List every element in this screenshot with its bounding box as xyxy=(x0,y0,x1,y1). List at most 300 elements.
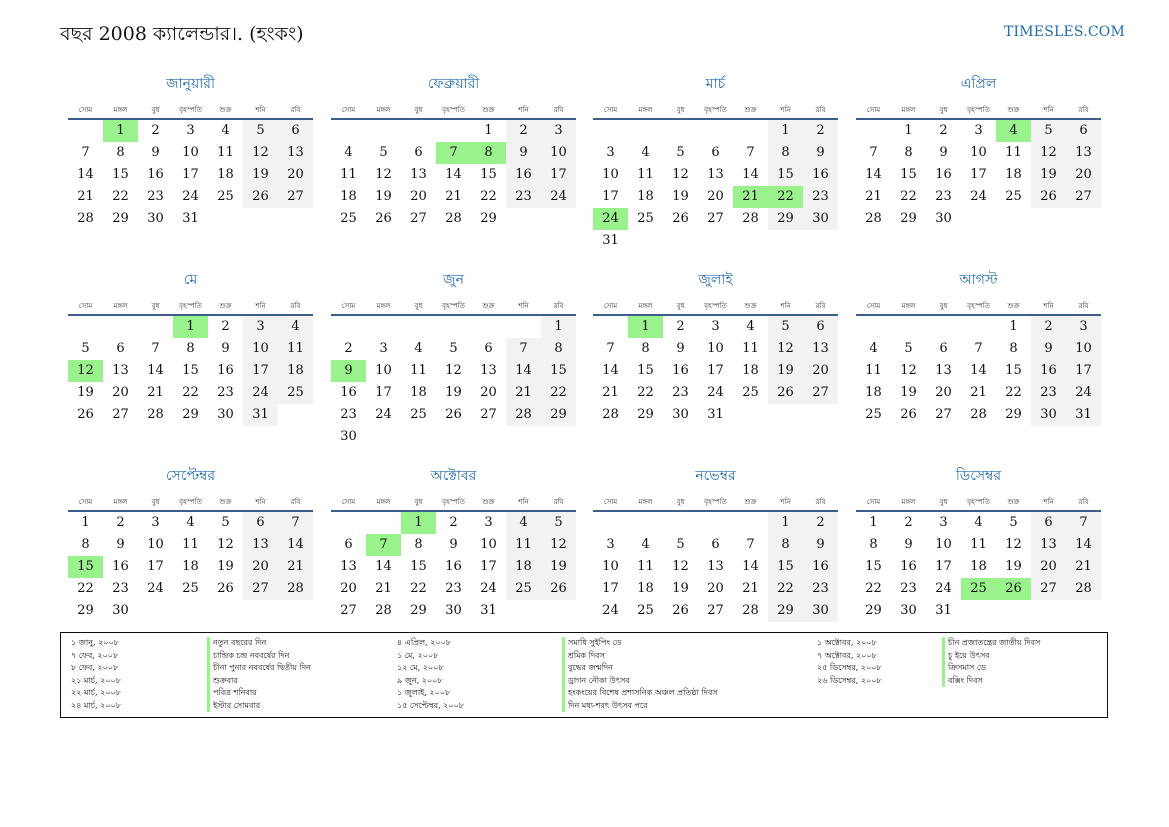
weekday-header: বুধ xyxy=(939,106,948,114)
weekday-header: রবি xyxy=(553,302,564,310)
day-cell: 2 xyxy=(116,515,125,530)
month-name: আগস্ট xyxy=(959,272,998,288)
weekday-header: সোম xyxy=(603,498,618,506)
day-cell: 5 xyxy=(221,515,230,530)
day-cell: 18 xyxy=(217,167,234,182)
legend-date: ১ জুলাই, ২০০৮ xyxy=(397,688,451,697)
day-cell: 14 xyxy=(1066,534,1101,556)
day-cell: 24 xyxy=(541,186,576,208)
weekday-header: বুধ xyxy=(939,498,948,506)
legend-holiday-name: শুক্রবার xyxy=(207,675,238,688)
day-cell: 6 xyxy=(278,120,313,142)
day-cell: 25 xyxy=(506,578,541,600)
day-cell: 21 xyxy=(602,385,619,400)
day-cell: 31 xyxy=(243,404,278,426)
day-cell: 20 xyxy=(340,581,357,596)
month-name: নভেম্বর xyxy=(695,468,736,484)
day-cell: 9 xyxy=(803,534,838,556)
weekday-header: সোম xyxy=(603,106,618,114)
weekday-header: মঙ্গল xyxy=(113,106,128,114)
day-cell: 18 xyxy=(970,559,987,574)
day-cell: 23 xyxy=(803,578,838,600)
day-cell: 16 xyxy=(445,559,462,574)
day-cell: 16 xyxy=(340,385,357,400)
day-cell: 29 xyxy=(541,404,576,426)
day-cell: 19 xyxy=(672,581,689,596)
weekday-header: বৃহস্পতি xyxy=(179,106,202,114)
weekday-header: শুক্র xyxy=(1007,302,1020,310)
weekday-header: শুক্র xyxy=(744,498,757,506)
day-cell: 24 xyxy=(243,382,278,404)
day-cell: 27 xyxy=(340,603,357,618)
day-cell: 4 xyxy=(278,316,313,338)
day-cell: 14 xyxy=(445,167,462,182)
day-cell: 23 xyxy=(506,186,541,208)
day-cell: 16 xyxy=(672,363,689,378)
day-cell: 6 xyxy=(344,537,353,552)
site-link[interactable]: TIMESLES.COM xyxy=(1004,24,1125,40)
day-cell: 27 xyxy=(803,382,838,404)
day-cell: 27 xyxy=(935,407,952,422)
day-cell: 2 xyxy=(151,123,160,138)
day-cell: 14 xyxy=(77,167,94,182)
weekday-header: বৃহস্পতি xyxy=(704,106,727,114)
day-cell: 12 xyxy=(217,537,234,552)
day-cell: 17 xyxy=(147,559,164,574)
day-cell: 9 xyxy=(939,145,948,160)
day-cell: 28 xyxy=(506,404,541,426)
day-cell: 9 xyxy=(221,341,230,356)
month-name: জুন xyxy=(443,272,464,288)
weekday-header: রবি xyxy=(815,498,826,506)
day-cell: 4 xyxy=(186,515,195,530)
day-cell: 21 xyxy=(1066,556,1101,578)
day-cell: 3 xyxy=(541,120,576,142)
day-cell: 6 xyxy=(711,145,720,160)
day-cell: 28 xyxy=(865,211,882,226)
weekday-header: শুক্র xyxy=(744,106,757,114)
day-cell: 15 xyxy=(541,360,576,382)
day-cell: 11 xyxy=(182,537,199,552)
day-cell: 29 xyxy=(1005,407,1022,422)
day-cell: 30 xyxy=(112,603,129,618)
day-cell: 1 xyxy=(628,316,663,338)
weekday-header: বুধ xyxy=(676,302,685,310)
day-cell: 13 xyxy=(707,559,724,574)
weekday-header: বুধ xyxy=(414,498,423,506)
legend-holiday-name: ইস্টার সোমবার xyxy=(207,700,260,713)
day-cell: 23 xyxy=(217,385,234,400)
day-cell: 9 xyxy=(151,145,160,160)
weekday-header: বুধ xyxy=(151,302,160,310)
day-cell: 2 xyxy=(506,120,541,142)
legend-date: ৮ ফেব, ২০০৮ xyxy=(71,663,119,672)
day-cell: 17 xyxy=(182,167,199,182)
weekday-header: বুধ xyxy=(151,498,160,506)
day-cell: 15 xyxy=(900,167,917,182)
day-cell: 30 xyxy=(217,407,234,422)
day-cell: 16 xyxy=(147,167,164,182)
day-cell: 15 xyxy=(637,363,654,378)
day-cell: 19 xyxy=(217,559,234,574)
day-cell: 15 xyxy=(865,559,882,574)
day-cell: 14 xyxy=(602,363,619,378)
weekday-header: বৃহস্পতি xyxy=(704,498,727,506)
legend-date: ১৫ সেপ্টেম্বর, ২০০৮ xyxy=(397,700,464,710)
weekday-header: রবি xyxy=(815,106,826,114)
day-cell: 1 xyxy=(103,120,138,142)
weekday-header: শুক্র xyxy=(219,106,232,114)
day-cell: 1 xyxy=(1009,319,1018,334)
day-cell: 27 xyxy=(1031,578,1066,600)
day-cell: 20 xyxy=(243,556,278,578)
day-cell: 2 xyxy=(803,512,838,534)
weekday-header: শনি xyxy=(518,498,529,506)
day-cell: 7 xyxy=(606,341,615,356)
day-cell: 5 xyxy=(904,341,913,356)
weekday-header: বুধ xyxy=(151,106,160,114)
weekday-header: বৃহস্পতি xyxy=(442,106,465,114)
day-cell: 17 xyxy=(970,167,987,182)
day-cell: 10 xyxy=(480,537,497,552)
day-cell: 20 xyxy=(707,189,724,204)
day-cell: 30 xyxy=(147,211,164,226)
day-cell: 6 xyxy=(116,341,125,356)
day-cell: 10 xyxy=(707,341,724,356)
day-cell: 8 xyxy=(768,142,803,164)
day-cell: 13 xyxy=(707,167,724,182)
day-cell: 31 xyxy=(935,603,952,618)
day-cell: 8 xyxy=(471,142,506,164)
weekday-header: শনি xyxy=(1043,498,1054,506)
day-cell: 25 xyxy=(742,385,759,400)
day-cell: 15 xyxy=(68,556,103,578)
day-cell: 30 xyxy=(445,603,462,618)
day-cell: 17 xyxy=(707,363,724,378)
day-cell: 13 xyxy=(278,142,313,164)
day-cell: 12 xyxy=(1005,537,1022,552)
day-cell: 27 xyxy=(480,407,497,422)
day-cell: 27 xyxy=(410,211,427,226)
day-cell: 15 xyxy=(410,559,427,574)
day-cell: 15 xyxy=(182,363,199,378)
legend-date: ২৫ ডিসেম্বর, ২০০৮ xyxy=(817,663,882,672)
month-name: অক্টোবর xyxy=(430,468,477,484)
day-cell: 20 xyxy=(803,360,838,382)
weekday-header: রবি xyxy=(815,302,826,310)
day-cell: 3 xyxy=(974,123,983,138)
day-cell: 12 xyxy=(243,142,278,164)
weekday-header: বৃহস্পতি xyxy=(704,302,727,310)
weekday-header: বৃহস্পতি xyxy=(442,302,465,310)
legend-date: ১২ মে, ২০০৮ xyxy=(397,663,444,672)
day-cell: 26 xyxy=(375,211,392,226)
day-cell: 31 xyxy=(707,407,724,422)
day-cell: 21 xyxy=(733,186,768,208)
day-cell: 13 xyxy=(340,559,357,574)
day-cell: 10 xyxy=(243,338,278,360)
day-cell: 17 xyxy=(935,559,952,574)
weekday-header: রবি xyxy=(1078,498,1089,506)
weekday-header: শনি xyxy=(255,302,266,310)
weekday-header: শনি xyxy=(255,106,266,114)
month-name: ডিসেম্বর xyxy=(955,468,1002,484)
weekday-header: সোম xyxy=(866,498,881,506)
legend-date: ২২ মার্চ, ২০০৮ xyxy=(71,688,121,697)
day-cell: 10 xyxy=(182,145,199,160)
day-cell: 28 xyxy=(1066,578,1101,600)
day-cell: 23 xyxy=(935,189,952,204)
weekday-header: মঙ্গল xyxy=(376,498,391,506)
day-cell: 21 xyxy=(147,385,164,400)
month-name: এপ্রিল xyxy=(960,76,997,92)
day-cell: 18 xyxy=(742,363,759,378)
day-cell: 2 xyxy=(449,515,458,530)
day-cell: 12 xyxy=(445,363,462,378)
weekday-header: মঙ্গল xyxy=(901,106,916,114)
day-cell: 5 xyxy=(81,341,90,356)
day-cell: 15 xyxy=(480,167,497,182)
day-cell: 28 xyxy=(375,603,392,618)
day-cell: 31 xyxy=(1066,404,1101,426)
day-cell: 28 xyxy=(278,578,313,600)
day-cell: 22 xyxy=(112,189,129,204)
day-cell: 23 xyxy=(147,189,164,204)
day-cell: 13 xyxy=(112,363,129,378)
day-cell: 22 xyxy=(900,189,917,204)
day-cell: 3 xyxy=(151,515,160,530)
day-cell: 25 xyxy=(637,603,654,618)
legend-date: ৪ এপ্রিল, ২০০৮ xyxy=(397,638,451,647)
day-cell: 15 xyxy=(1005,363,1022,378)
day-cell: 29 xyxy=(77,603,94,618)
day-cell: 16 xyxy=(217,363,234,378)
day-cell: 23 xyxy=(340,407,357,422)
day-cell: 26 xyxy=(768,382,803,404)
day-cell: 24 xyxy=(1066,382,1101,404)
day-cell: 24 xyxy=(970,189,987,204)
day-cell: 30 xyxy=(900,603,917,618)
day-cell: 30 xyxy=(340,429,357,444)
weekday-header: মঙ্গল xyxy=(638,498,653,506)
weekday-header: রবি xyxy=(290,498,301,506)
day-cell: 26 xyxy=(900,407,917,422)
legend-date: ১ জানু, ২০০৮ xyxy=(71,638,119,647)
weekday-header: রবি xyxy=(553,106,564,114)
day-cell: 11 xyxy=(217,145,234,160)
day-cell: 23 xyxy=(445,581,462,596)
legend-holiday-name: ক্রিসমাস ডে xyxy=(942,662,986,675)
day-cell: 3 xyxy=(186,123,195,138)
day-cell: 2 xyxy=(939,123,948,138)
weekday-header: বৃহস্পতি xyxy=(967,498,990,506)
weekday-header: বুধ xyxy=(676,106,685,114)
day-cell: 4 xyxy=(974,515,983,530)
day-cell: 28 xyxy=(742,603,759,618)
day-cell: 20 xyxy=(935,385,952,400)
day-cell: 5 xyxy=(768,316,803,338)
day-cell: 1 xyxy=(484,123,493,138)
day-cell: 9 xyxy=(449,537,458,552)
month-name: মার্চ xyxy=(705,76,726,92)
weekday-header: শুক্র xyxy=(482,498,495,506)
weekday-header: রবি xyxy=(553,498,564,506)
weekday-header: রবি xyxy=(1078,106,1089,114)
day-cell: 13 xyxy=(243,534,278,556)
day-cell: 25 xyxy=(182,581,199,596)
month-name: ফেব্রুয়ারী xyxy=(427,76,480,92)
day-cell: 12 xyxy=(375,167,392,182)
legend-date: ২১ মার্চ, ২০০৮ xyxy=(71,675,121,685)
day-cell: 22 xyxy=(77,581,94,596)
day-cell: 29 xyxy=(865,603,882,618)
month-name: মে xyxy=(183,272,198,288)
day-cell: 22 xyxy=(865,581,882,596)
weekday-header: শুক্র xyxy=(1007,498,1020,506)
day-cell: 19 xyxy=(375,189,392,204)
weekday-header: রবি xyxy=(1078,302,1089,310)
day-cell: 11 xyxy=(865,363,882,378)
day-cell: 27 xyxy=(243,578,278,600)
day-cell: 3 xyxy=(484,515,493,530)
day-cell: 3 xyxy=(243,316,278,338)
day-cell: 17 xyxy=(243,360,278,382)
day-cell: 24 xyxy=(935,581,952,596)
weekday-header: বৃহস্পতি xyxy=(967,106,990,114)
day-cell: 19 xyxy=(1005,559,1022,574)
month-name: জানুয়ারী xyxy=(166,76,215,92)
day-cell: 4 xyxy=(869,341,878,356)
day-cell: 23 xyxy=(112,581,129,596)
day-cell: 25 xyxy=(865,407,882,422)
day-cell: 3 xyxy=(939,515,948,530)
day-cell: 7 xyxy=(278,512,313,534)
day-cell: 26 xyxy=(672,211,689,226)
day-cell: 3 xyxy=(379,341,388,356)
day-cell: 4 xyxy=(506,512,541,534)
weekday-header: সোম xyxy=(866,302,881,310)
weekday-header: শুক্র xyxy=(482,302,495,310)
day-cell: 22 xyxy=(637,385,654,400)
day-cell: 14 xyxy=(375,559,392,574)
day-cell: 31 xyxy=(602,233,619,248)
day-cell: 1 xyxy=(768,120,803,142)
day-cell: 15 xyxy=(112,167,129,182)
weekday-header: বৃহস্পতি xyxy=(442,498,465,506)
day-cell: 11 xyxy=(1005,145,1022,160)
weekday-header: সোম xyxy=(866,106,881,114)
day-cell: 17 xyxy=(541,164,576,186)
day-cell: 9 xyxy=(331,360,366,382)
day-cell: 3 xyxy=(606,145,615,160)
weekday-header: শুক্র xyxy=(1007,106,1020,114)
weekday-header: মঙ্গল xyxy=(901,498,916,506)
day-cell: 1 xyxy=(869,515,878,530)
day-cell: 10 xyxy=(602,167,619,182)
day-cell: 18 xyxy=(637,189,654,204)
day-cell: 5 xyxy=(541,512,576,534)
legend-date: ৭ ফেব, ২০০৮ xyxy=(71,650,119,660)
day-cell: 13 xyxy=(935,363,952,378)
day-cell: 19 xyxy=(900,385,917,400)
weekday-header: রবি xyxy=(290,106,301,114)
day-cell: 8 xyxy=(414,537,423,552)
day-cell: 25 xyxy=(340,211,357,226)
day-cell: 3 xyxy=(606,537,615,552)
day-cell: 18 xyxy=(1005,167,1022,182)
day-cell: 4 xyxy=(344,145,353,160)
day-cell: 13 xyxy=(410,167,427,182)
day-cell: 3 xyxy=(711,319,720,334)
day-cell: 24 xyxy=(147,581,164,596)
day-cell: 9 xyxy=(676,341,685,356)
day-cell: 19 xyxy=(768,360,803,382)
day-cell: 6 xyxy=(243,512,278,534)
legend-holiday-name: চু ইয়ে উৎসব xyxy=(942,650,990,663)
day-cell: 30 xyxy=(803,208,838,230)
legend-holiday-name: ড্রাগন নৌকা উৎসব xyxy=(562,675,630,688)
day-cell: 14 xyxy=(970,363,987,378)
day-cell: 11 xyxy=(410,363,427,378)
day-cell: 7 xyxy=(506,338,541,360)
legend-holiday-name: নতুন বছরের দিন xyxy=(207,637,266,650)
day-cell: 14 xyxy=(278,534,313,556)
weekday-header: রবি xyxy=(290,302,301,310)
day-cell: 25 xyxy=(217,189,234,204)
day-cell: 11 xyxy=(506,534,541,556)
day-cell: 20 xyxy=(1031,556,1066,578)
day-cell: 18 xyxy=(410,385,427,400)
day-cell: 7 xyxy=(151,341,160,356)
day-cell: 4 xyxy=(641,145,650,160)
day-cell: 30 xyxy=(1031,404,1066,426)
weekday-header: মঙ্গল xyxy=(376,106,391,114)
day-cell: 22 xyxy=(410,581,427,596)
legend-holiday-name: শ্রমিক দিবস xyxy=(562,650,605,663)
day-cell: 8 xyxy=(81,537,90,552)
day-cell: 5 xyxy=(379,145,388,160)
day-cell: 13 xyxy=(803,338,838,360)
day-cell: 19 xyxy=(445,385,462,400)
weekday-header: সোম xyxy=(341,498,356,506)
weekday-header: শনি xyxy=(780,302,791,310)
day-cell: 24 xyxy=(707,385,724,400)
day-cell: 27 xyxy=(707,603,724,618)
day-cell: 14 xyxy=(506,360,541,382)
weekday-header: বুধ xyxy=(414,302,423,310)
day-cell: 14 xyxy=(147,363,164,378)
legend-holiday-name: চীন প্রজাতন্ত্রের জাতীয় দিবস xyxy=(942,637,1040,650)
day-cell: 19 xyxy=(77,385,94,400)
day-cell: 31 xyxy=(182,211,199,226)
day-cell: 12 xyxy=(541,534,576,556)
day-cell: 5 xyxy=(449,341,458,356)
weekday-header: সোম xyxy=(78,302,93,310)
legend-holiday-name: দিন মধ্য-শরৎ উৎসব পরে xyxy=(562,700,648,713)
day-cell: 12 xyxy=(68,360,103,382)
day-cell: 17 xyxy=(602,581,619,596)
day-cell: 1 xyxy=(173,316,208,338)
day-cell: 1 xyxy=(541,316,576,338)
day-cell: 19 xyxy=(243,164,278,186)
day-cell: 17 xyxy=(375,385,392,400)
day-cell: 16 xyxy=(900,559,917,574)
legend-date: ২৬ ডিসেম্বর, ২০০৮ xyxy=(817,675,882,685)
day-cell: 6 xyxy=(1031,512,1066,534)
day-cell: 20 xyxy=(112,385,129,400)
day-cell: 21 xyxy=(506,382,541,404)
day-cell: 28 xyxy=(970,407,987,422)
